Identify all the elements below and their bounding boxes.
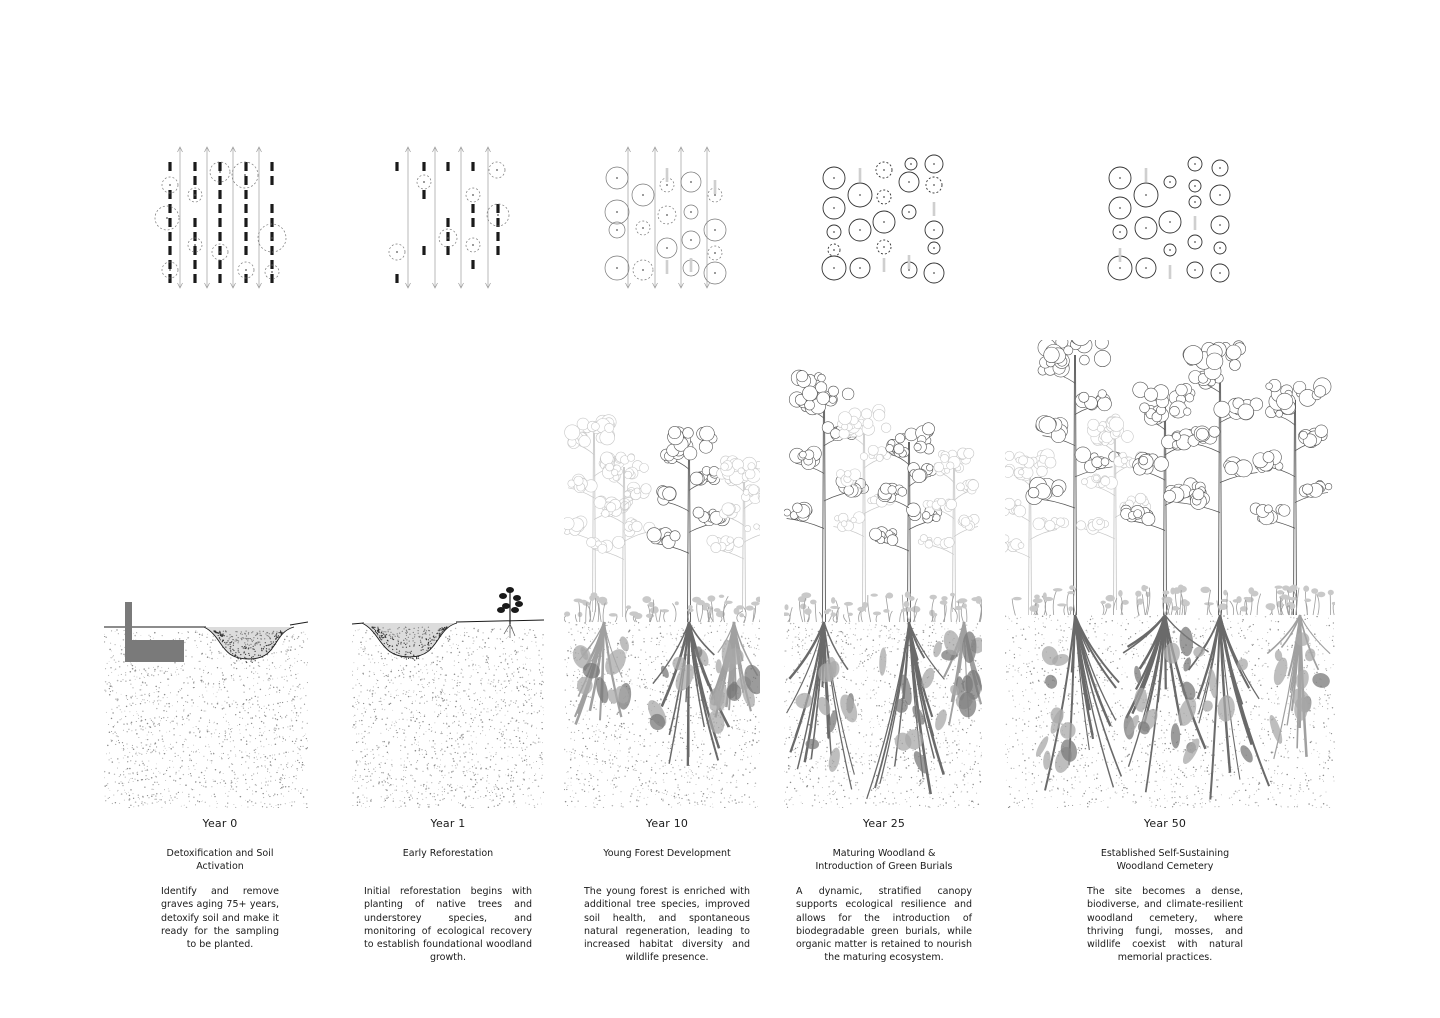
grave-mark-icon (859, 168, 862, 182)
grave-mark-icon (193, 246, 196, 255)
tree-canopy-circle-icon (489, 162, 505, 178)
grave-mark-icon (270, 176, 273, 185)
grave-mark-icon (218, 232, 221, 241)
root-system-icon (570, 622, 633, 725)
tree-canopy-circle-icon (636, 221, 650, 235)
stage-title: Established Self-Sustaining Woodland Cemetery (1100, 848, 1230, 872)
root-system-icon (1123, 615, 1209, 792)
tree-canopy-circle-icon (605, 256, 629, 280)
grave-mark-icon (193, 162, 196, 171)
tree-canopy-circle-icon (609, 222, 625, 238)
stage-description: Initial reforestation begins with planting of native trees and understorey species, and monitoring of ecological recovery to establish foundational woodland growth. (364, 886, 532, 964)
planting-guide-line (459, 147, 464, 288)
grave-mark-icon (1194, 216, 1197, 230)
tree-canopy-circle-icon (849, 219, 871, 241)
stage-year: Year 10 (645, 817, 689, 830)
tree-canopy-circle-icon (1211, 216, 1229, 234)
stage-description: A dynamic, stratified canopy supports ecological resilience and allows for the introduction of biodegradable green burials, while organic matter is retained to nourish the maturing ecosystem. (796, 886, 972, 964)
grave-mark-icon (193, 274, 196, 283)
tree-illustration-icon (587, 452, 656, 617)
tree-canopy-circle-icon (1113, 225, 1127, 239)
section-illustration-year-25 (784, 340, 982, 808)
grave-mark-icon (193, 176, 196, 185)
tree-canopy-circle-icon (1189, 180, 1201, 192)
plan-diagram-year-50 (1098, 140, 1248, 300)
grave-mark-icon (244, 246, 247, 255)
stage-description: Identify and remove graves aging 75+ years, detoxify soil and make it ready for the sampling to be planted. (161, 886, 279, 951)
tree-canopy-circle-icon (633, 260, 653, 280)
section-illustration-year-10 (564, 340, 760, 808)
grave-mark-icon (446, 218, 449, 227)
grave-mark-icon (168, 274, 171, 283)
tree-canopy-circle-icon (877, 240, 891, 254)
grave-mark-icon (218, 260, 221, 269)
grave-mark-icon (471, 260, 474, 269)
tree-canopy-circle-icon (1210, 185, 1230, 205)
grave-mark-icon (168, 260, 171, 269)
grave-mark-icon (471, 162, 474, 171)
tree-canopy-circle-icon (899, 172, 919, 192)
grave-mark-icon (270, 232, 273, 241)
tree-canopy-circle-icon (925, 155, 943, 173)
grave-mark-icon (690, 258, 693, 272)
tree-illustration-icon (647, 426, 729, 622)
section-illustration-year-0 (104, 340, 308, 808)
tree-canopy-circle-icon (1187, 262, 1203, 278)
grave-mark-icon (270, 218, 273, 227)
stage-year: Year 25 (862, 817, 906, 830)
tree-canopy-circle-icon (828, 244, 840, 256)
grave-mark-icon (244, 274, 247, 283)
grave-mark-icon (422, 246, 425, 255)
tree-canopy-circle-icon (924, 263, 944, 283)
grave-mark-icon (193, 232, 196, 241)
tree-canopy-circle-icon (708, 246, 722, 260)
tree-canopy-circle-icon (1189, 196, 1201, 208)
stage-year: Year 0 (202, 817, 238, 830)
grave-mark-icon (446, 246, 449, 255)
ground-line (290, 622, 308, 625)
tree-illustration-icon (833, 404, 895, 612)
tree-canopy-circle-icon (926, 177, 942, 193)
grave-mark-icon (218, 274, 221, 283)
grave-mark-icon (218, 204, 221, 213)
stage-description: The site becomes a dense, biodiverse, and climate-resilient woodland cemetery, where thriving fungi, mosses, and wildlife coexist with natural memorial practices. (1087, 886, 1243, 964)
plan-diagram-year-10 (595, 140, 745, 300)
tree-canopy-circle-icon (1164, 244, 1176, 256)
plan-diagram-year-25 (812, 140, 962, 300)
tree-canopy-circle-icon (848, 183, 872, 207)
planting-guide-line (205, 147, 210, 288)
tree-canopy-circle-icon (682, 231, 700, 249)
grave-mark-icon (666, 260, 669, 274)
tree-canopy-circle-icon (827, 225, 841, 239)
planting-guide-line (257, 147, 262, 288)
tree-canopy-circle-icon (1135, 217, 1157, 239)
grave-mark-icon (471, 204, 474, 213)
tree-canopy-circle-icon (873, 211, 895, 233)
root-system-icon (706, 622, 760, 717)
tree-canopy-circle-icon (1214, 242, 1226, 254)
tree-canopy-circle-icon (1134, 183, 1158, 207)
tree-canopy-circle-icon (823, 167, 845, 189)
grave-mark-icon (1119, 248, 1122, 262)
grave-mark-icon (666, 168, 669, 182)
grave-mark-icon (496, 232, 499, 241)
grave-mark-icon (168, 204, 171, 213)
tree-canopy-circle-icon (1109, 197, 1131, 219)
stage-description: The young forest is enriched with additional tree species, improved soil health, and spontaneous natural regeneration, leading to increased habitat diversity and wildlife presence. (584, 886, 750, 964)
tree-canopy-circle-icon (876, 162, 892, 178)
grave-mark-icon (244, 190, 247, 199)
grave-mark-icon (168, 246, 171, 255)
grave-mark-icon (270, 246, 273, 255)
grave-mark-icon (714, 180, 717, 194)
grave-mark-icon (244, 162, 247, 171)
stage-title: Young Forest Development (603, 848, 731, 859)
tree-canopy-circle-icon (822, 256, 846, 280)
tree-canopy-circle-icon (439, 229, 457, 247)
grave-mark-icon (218, 190, 221, 199)
tree-canopy-circle-icon (684, 205, 698, 219)
understorey-vegetation (564, 592, 760, 622)
tree-canopy-circle-icon (1159, 211, 1181, 233)
grave-mark-icon (270, 260, 273, 269)
tree-canopy-circle-icon (1164, 176, 1176, 188)
grave-mark-icon (168, 218, 171, 227)
grave-mark-icon (471, 218, 474, 227)
grave-mark-icon (496, 204, 499, 213)
grave-mark-icon (883, 258, 886, 272)
tree-canopy-circle-icon (389, 244, 405, 260)
tree-illustration-icon (1250, 378, 1332, 615)
tree-canopy-circle-icon (657, 238, 677, 258)
root-system-icon (941, 622, 982, 725)
grave-mark-icon (218, 162, 221, 171)
grave-mark-icon (496, 218, 499, 227)
seedling-icon (497, 587, 523, 638)
tree-canopy-circle-icon (466, 238, 480, 252)
section-illustration-year-1 (352, 340, 544, 808)
tree-canopy-circle-icon (681, 172, 701, 192)
grave-mark-icon (1169, 265, 1172, 279)
grave-mark-icon (422, 190, 425, 199)
grave-mark-icon (218, 246, 221, 255)
stage-caption-year-50 (1085, 817, 1245, 965)
grave-mark-icon (933, 202, 936, 216)
tree-canopy-circle-icon (928, 242, 940, 254)
ground-line (456, 620, 544, 622)
planting-guide-line (433, 147, 438, 288)
grave-mark-icon (168, 190, 171, 199)
tree-canopy-circle-icon (1136, 258, 1156, 278)
tree-canopy-circle-icon (605, 200, 629, 224)
stage-caption-year-1 (362, 817, 534, 965)
tree-canopy-circle-icon (1211, 264, 1229, 282)
root-system-icon (787, 622, 861, 789)
stage-caption-year-0 (150, 817, 290, 951)
grave-mark-icon (168, 232, 171, 241)
planting-guide-line (406, 147, 411, 288)
tree-canopy-circle-icon (905, 158, 917, 170)
planting-guide-line (486, 147, 491, 288)
grave-mark-icon (244, 204, 247, 213)
root-system-icon (867, 622, 949, 799)
section-illustration-year-50 (1005, 340, 1335, 808)
stage-year: Year 50 (1143, 817, 1187, 830)
grave-mark-icon (395, 162, 398, 171)
planting-guide-line (653, 147, 658, 288)
grave-mark-icon (422, 162, 425, 171)
grave-mark-icon (395, 274, 398, 283)
planting-guide-line (178, 147, 183, 288)
tree-canopy-circle-icon (823, 197, 845, 219)
soil-stipple (352, 627, 544, 808)
grave-mark-icon (168, 162, 171, 171)
tree-canopy-circle-icon (1188, 235, 1202, 249)
grave-mark-icon (270, 274, 273, 283)
tree-canopy-circle-icon (1212, 160, 1228, 176)
tree-canopy-circle-icon (1188, 157, 1202, 171)
grave-mark-icon (270, 162, 273, 171)
tree-canopy-circle-icon (155, 206, 179, 230)
planting-guide-line (705, 147, 710, 288)
grave-mark-icon (1145, 168, 1148, 182)
tree-canopy-circle-icon (466, 188, 480, 202)
grave-mark-icon (244, 176, 247, 185)
plan-diagram-year-1 (380, 140, 520, 300)
plan-diagram-year-0 (150, 140, 290, 300)
stage-caption-year-25 (794, 817, 974, 965)
grave-mark-icon (218, 176, 221, 185)
tree-canopy-circle-icon (877, 190, 891, 204)
grave-mark-icon (446, 162, 449, 171)
grave-mark-icon (270, 204, 273, 213)
tree-canopy-circle-icon (417, 175, 431, 189)
tree-canopy-circle-icon (925, 221, 943, 239)
grave-mark-icon (496, 246, 499, 255)
stage-title: Maturing Woodland & Introduction of Green Burials (815, 848, 953, 872)
stage-title: Detoxification and Soil Activation (166, 848, 274, 872)
understorey-vegetation (1012, 584, 1335, 615)
planting-guide-line (231, 147, 236, 288)
grave-mark-icon (244, 218, 247, 227)
grave-mark-icon (193, 218, 196, 227)
tree-canopy-circle-icon (606, 167, 628, 189)
tree-canopy-circle-icon (632, 184, 654, 206)
stage-title: Early Reforestation (402, 848, 494, 859)
stage-year: Year 1 (430, 817, 466, 830)
tree-illustration-icon (1164, 341, 1268, 615)
tree-canopy-circle-icon (850, 258, 870, 278)
tree-canopy-circle-icon (902, 205, 916, 219)
tree-canopy-circle-icon (1109, 167, 1131, 189)
tree-canopy-circle-icon (658, 206, 676, 224)
grave-mark-icon (218, 218, 221, 227)
grave-mark-icon (446, 232, 449, 241)
grave-mark-icon (244, 232, 247, 241)
grave-mark-icon (193, 260, 196, 269)
stage-caption-year-10 (582, 817, 752, 965)
grave-mark-icon (908, 255, 911, 269)
